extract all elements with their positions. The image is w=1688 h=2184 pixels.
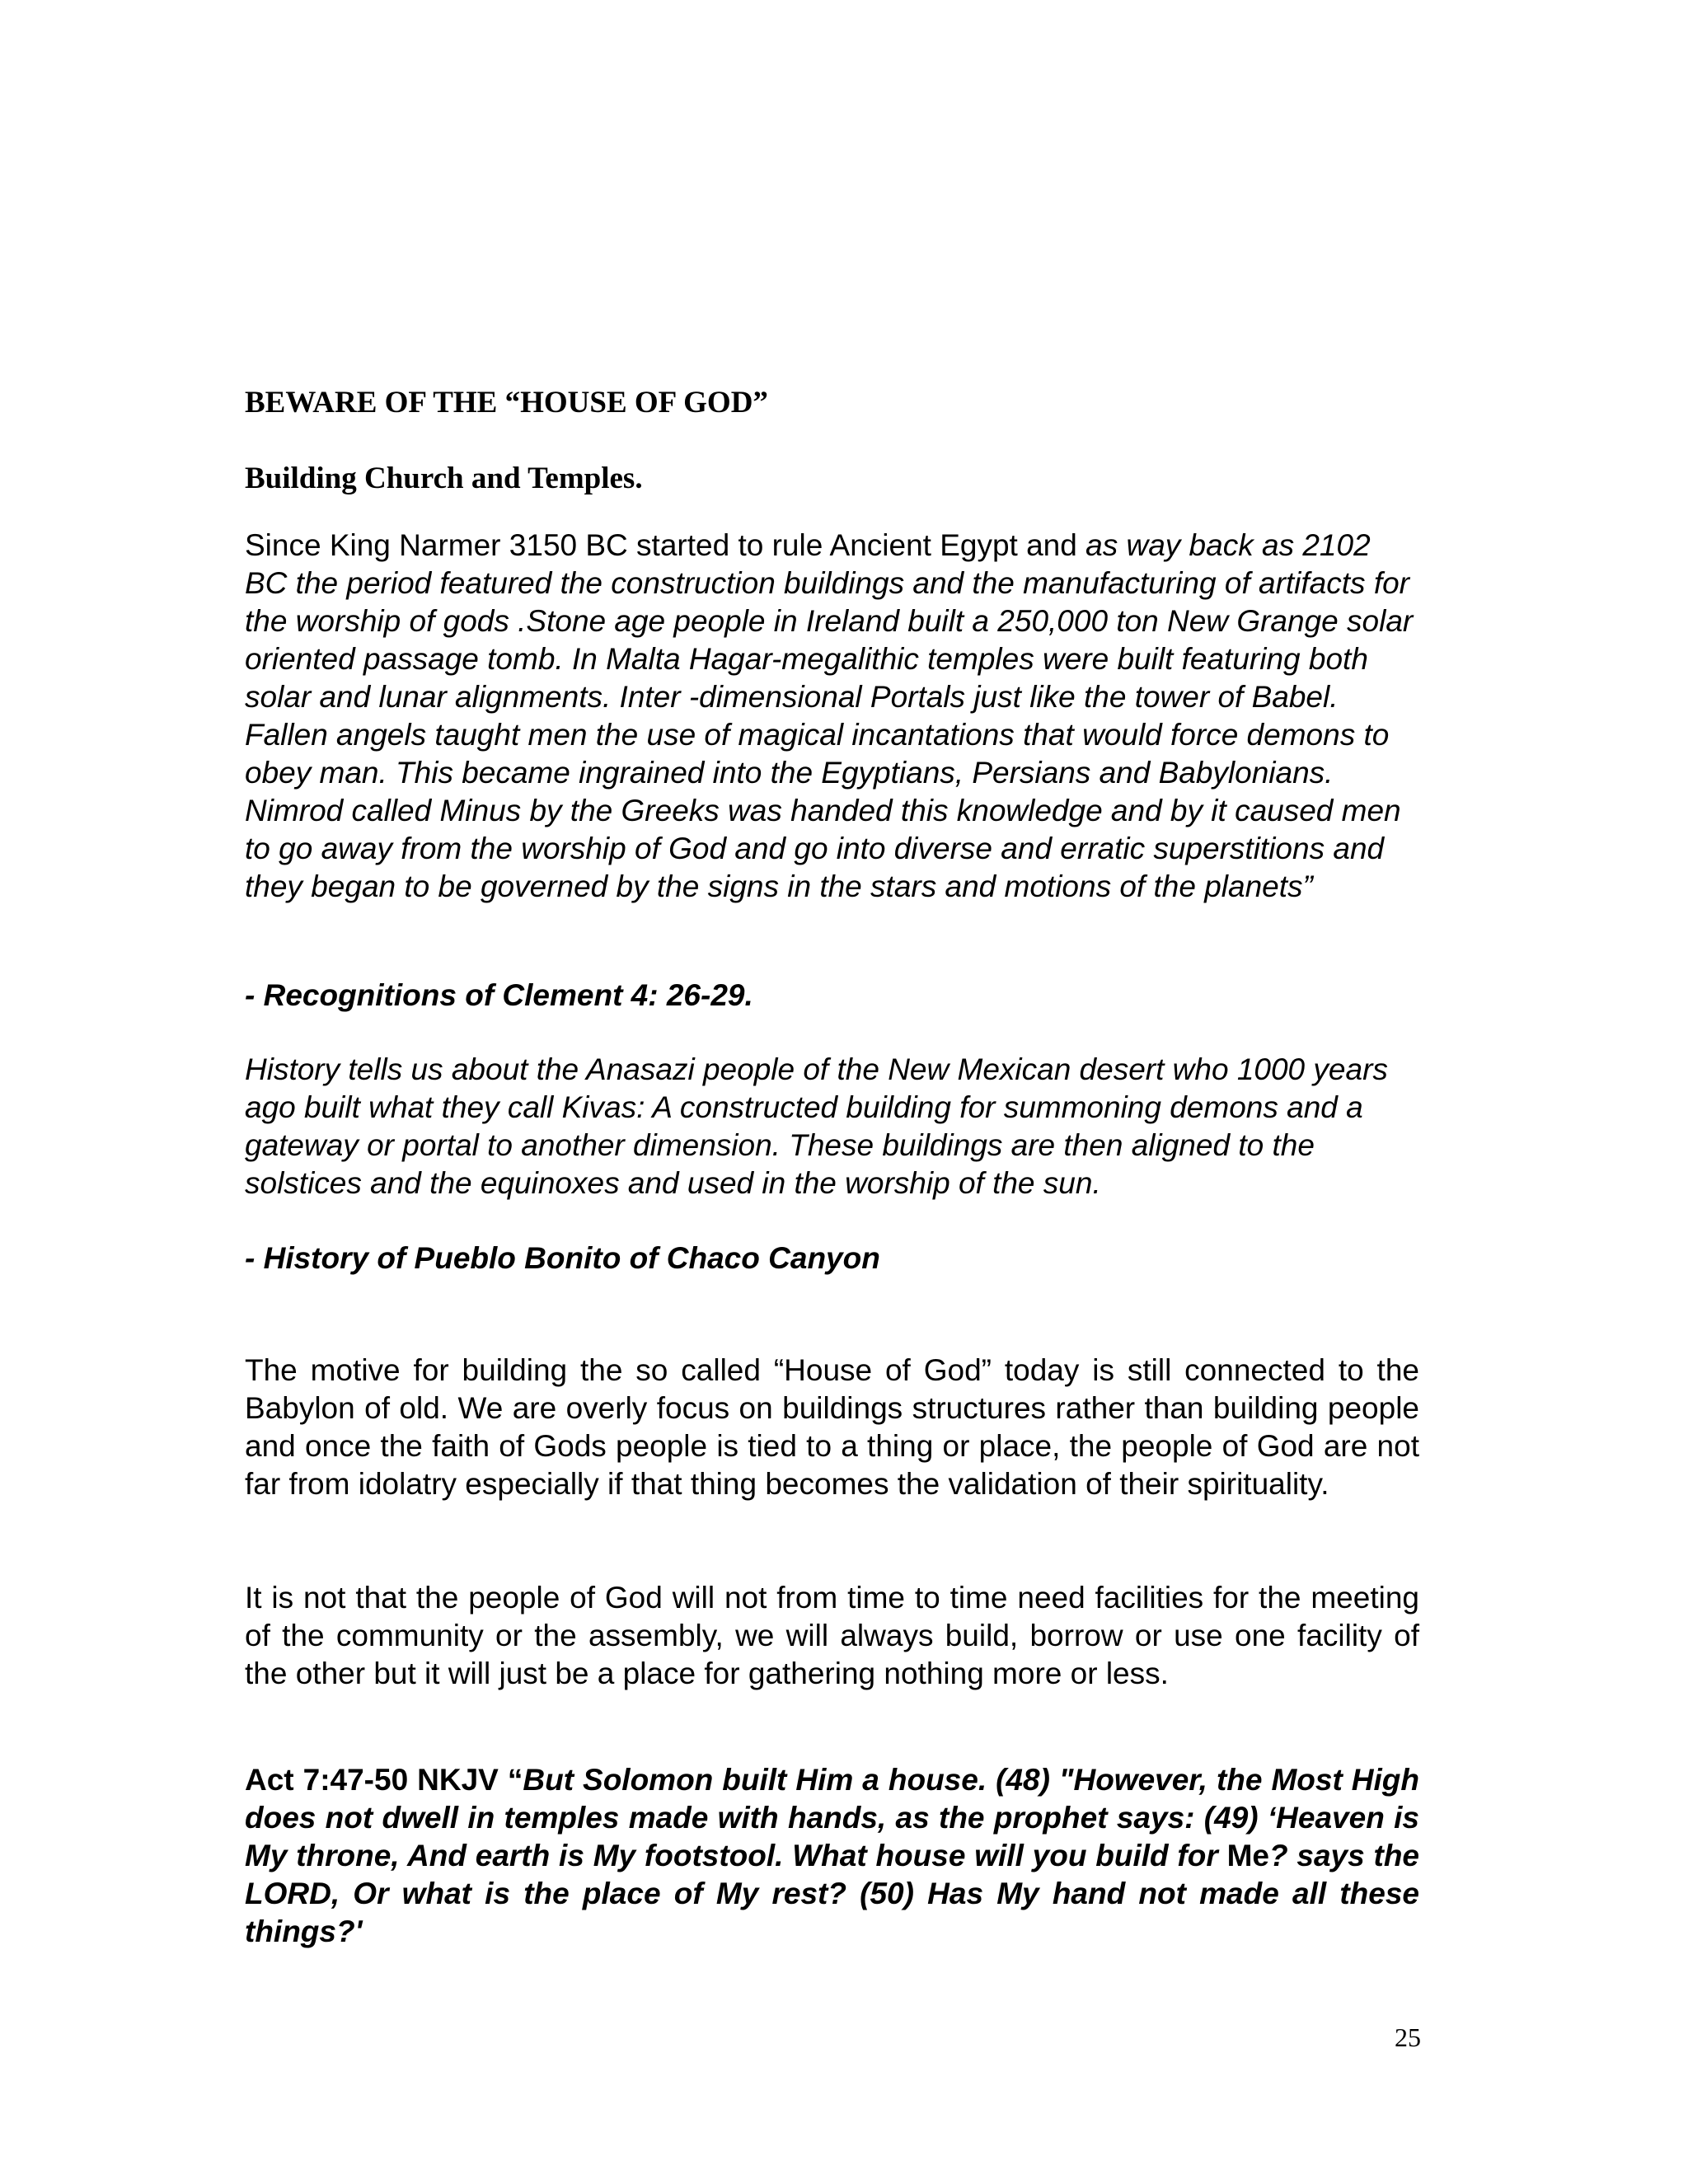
page-number: 25	[1395, 2022, 1421, 2052]
citation-pueblo-block	[245, 1240, 1419, 1277]
scripture-reference: Act 7:47-50 NKJV “	[245, 1763, 523, 1797]
paragraph-motive	[245, 1352, 1419, 1503]
paragraph-egypt-plain: Since King Narmer 3150 BC started to rule Ancient Egypt and	[245, 528, 1086, 562]
citation-clement: - Recognitions of Clement 4: 26-29.	[245, 978, 753, 1012]
citation-clement-block	[245, 977, 1419, 1015]
heading-block	[245, 384, 1419, 422]
paragraph-egypt-italic: as way back as 2102 BC the period featured the construction buildings and the manufacturing of artifacts for the worship of gods .Stone age people in Ireland built a 250,000 ton New Grange solar oriented passage tomb. In Malta Hagar-megalithic temples were built featuring both solar and lunar alignments. Inter -dimensional Portals just like the tower of Babel. Fallen angels taught men the use of magical incantations that would force demons to obey man. This became ingrained into the Egyptians, Persians and Babylonians. Nimrod called Minus by the Greeks was handed this knowledge and by it caused men to go away from the worship of God and go into diverse and erratic superstitions and they began to be governed by the signs in the stars and motions of the planets”	[245, 528, 1414, 903]
scripture-part-one: But Solomon built Him a house. (48) "However, the Most High does not dwell in temples made with hands, as the prophet says: (49) ‘Heaven is My throne, And earth is My footstool. What house will you build for	[245, 1763, 1419, 1872]
scripture-quote-text	[245, 1761, 1419, 1951]
scripture-me: Me	[1226, 1839, 1269, 1872]
paragraph-egypt	[245, 527, 1419, 906]
paragraph-anasazi	[245, 1051, 1419, 1202]
paragraph-egypt-text	[245, 527, 1419, 906]
subheading-block	[245, 460, 1419, 498]
scripture-quote	[245, 1761, 1419, 1951]
page-heading: BEWARE OF THE “HOUSE OF GOD”	[245, 386, 768, 419]
citation-pueblo: - History of Pueblo Bonito of Chaco Canyon	[245, 1241, 880, 1275]
paragraph-facilities-text: It is not that the people of God will not from time to time need facilities for the meeting of the community or the assembly, we will always build, borrow or use one facility of the other but it will just be a place for gathering nothing more or less.	[245, 1581, 1419, 1690]
page-subheading: Building Church and Temples.	[245, 462, 643, 495]
paragraph-motive-text: The motive for building the so called “House of God” today is still connected to the Babylon of old. We are overly focus on buildings structures rather than building people and once the faith of Gods people is tied to a thing or place, the people of God are not far from idolatry especially if that thing becomes the validation of their spirituality.	[245, 1353, 1419, 1501]
paragraph-facilities	[245, 1579, 1419, 1693]
paragraph-anasazi-text: History tells us about the Anasazi people of the New Mexican desert who 1000 years ago built what they call Kivas: A constructed building for summoning demons and a gateway or portal to another dimension. These buildings are then aligned to the solstices and the equinoxes and used in the worship of the sun.	[245, 1052, 1388, 1200]
scripture-part-two: ? says the LORD, Or what is the place of My rest? (50) Has My hand not made all these things?'	[245, 1839, 1419, 1948]
